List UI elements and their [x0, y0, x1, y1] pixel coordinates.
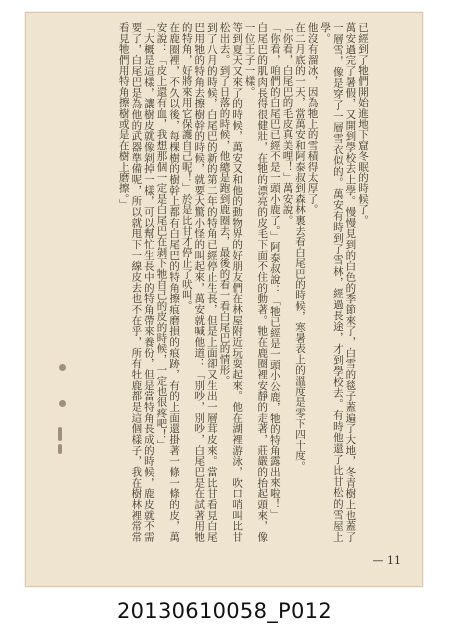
paragraph: 在鹿圈裡，不久以後，每棵樹的樹幹上都有白尾巴的特角擦痕磨損的痕跡，有的上面還掛著一條一條的皮，萬安說：「皮上還有血，我想那個一定是白尾巴在剝下牠自己的皮的時候，一定也很疼吧！」: [155, 22, 181, 542]
body-text: [74, 22, 369, 542]
paragraph: 等到夏天又來了的時候，萬安又和他的動物界的好朋友們在林屋附近玩耍起來。他在湖裡游泳，吹口哨叫比甘松出去。到了日落的時候，他總是跑到鹿圈去，最後的看一看白尾巴的情形。: [218, 22, 244, 542]
paragraph: 白尾巴的肌肉長得很健壯，在牠的漂亮的皮毛下面不住的動著。牠在鹿圈裡安靜的走著，莊嚴的抬起頭來，像一位王子一樣。: [243, 22, 269, 542]
paragraph: 已經到了牠們開始進地下窟冬眠的時候了。: [357, 22, 369, 226]
paragraph: 到了八月的時候，白尾巴的新的第二年的特角已經停止生長，但是上面卻又生出一層茸皮來。當比甘看見白尾巴用牠的特角去擦樹幹的時候，就要大驚小怪的叫起來，萬安就喊他道：「別吵，別吵，白尾巴是在試著用牠的特角，好將來用它保護自己呢！」於是比甘才停止了吠叫。: [180, 22, 218, 542]
paragraph: 「你看，咱們的白尾巴已經不是一頭小鹿了。」阿泰叔說：「牠已經是一頭小公鹿，牠的特角露出來啦！」: [268, 22, 281, 520]
page-number: — 11: [372, 554, 401, 567]
punch-hole: [58, 444, 62, 454]
paragraph: 在二月底的一天，當萬安和阿泰叔到森林裏去看白尾巴的時候，寒暑表上的溫度是零下四十度。: [294, 22, 307, 472]
punch-hole: [59, 364, 66, 371]
paragraph: 萬安過完了暑假，又開到學校去上學。慢慢見到的白色的季節來了，白雪的毯子蓋遍了大地，冬青樹上也蓋了一層雪，像是穿了一層雪衣似的。萬安有時到了雪林，經過長途，才到學校去。有時他還了比甘松的雪屋上學。: [319, 22, 357, 542]
paragraph: 「你看，白尾巴的毛皮真美哩！」萬安說。: [281, 22, 294, 226]
paragraph: 他沒有溜冰，因為牠上的雪積得太厚了。: [306, 22, 319, 215]
paragraph: 「大概是這樣，讓樹皮就像剝掉一樣，可以幫忙生長中的特角帶來養份，但是當特角長成的時候，鹿皮就不需要了，白尾巴是為他的武器準備呢，所以就甩下一線皮去也不在乎，所有牡鹿都是這個樣子，我在樹林裡常常看見牠們用特角擦樹或是在樹上磨擦。」: [117, 22, 155, 542]
punch-hole: [59, 400, 66, 407]
image-caption: 20130610058_P012: [116, 599, 332, 623]
punch-hole: [58, 427, 62, 441]
